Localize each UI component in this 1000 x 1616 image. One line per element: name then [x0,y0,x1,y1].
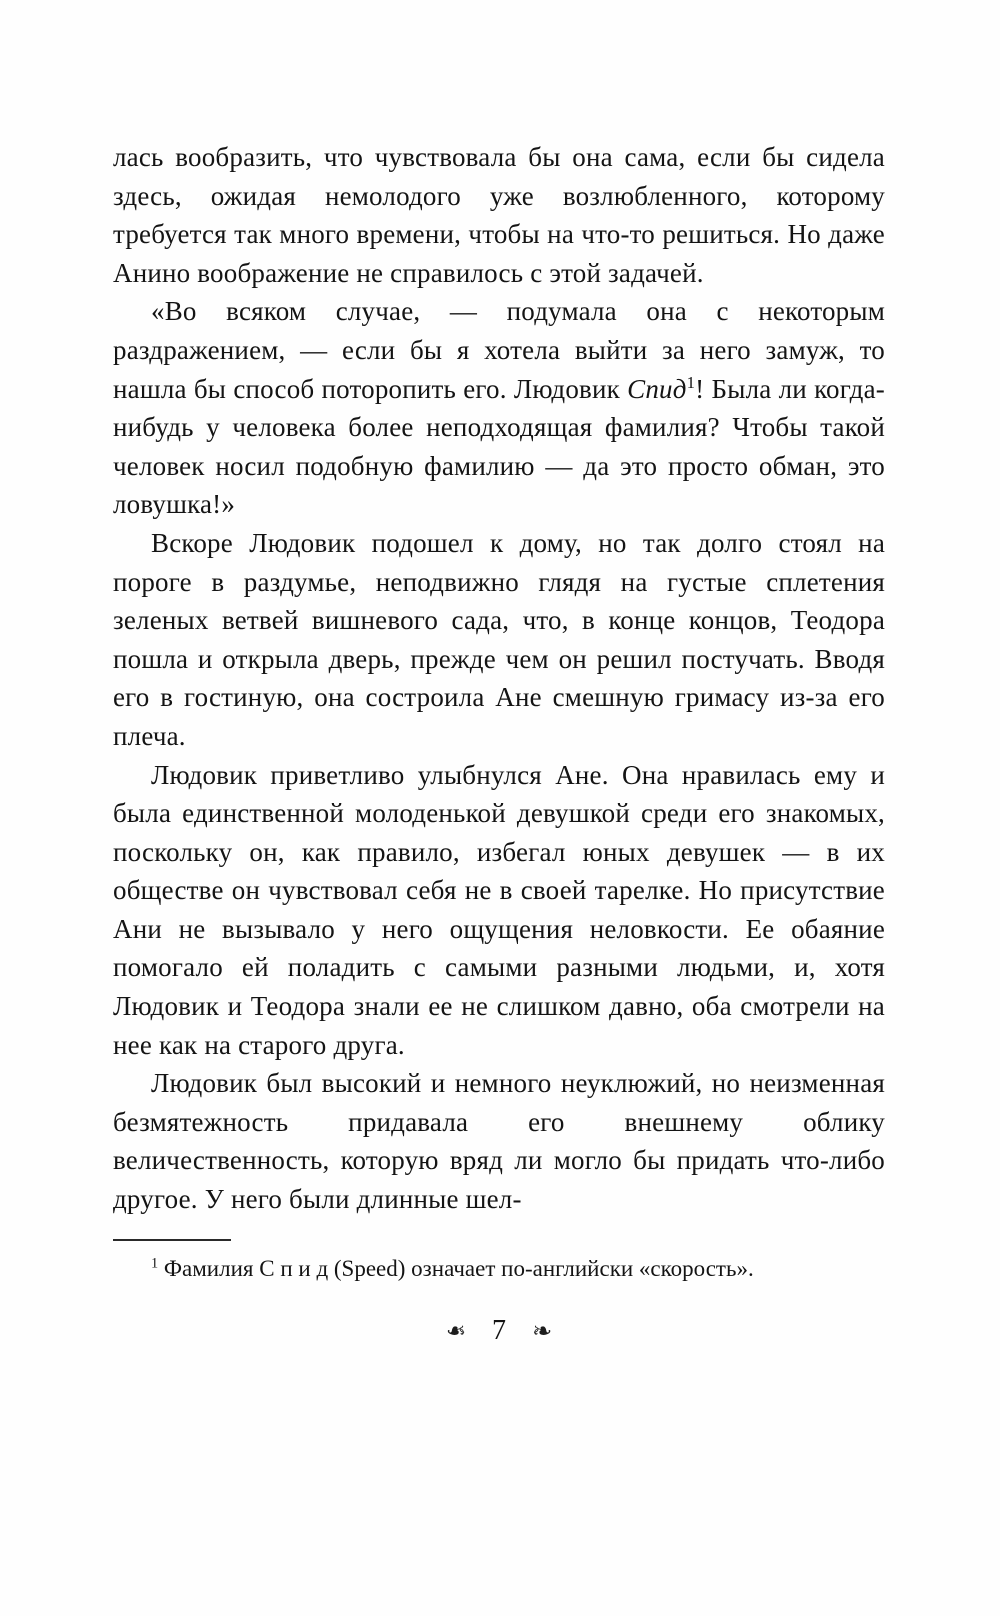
footnote-ref: 1 [151,1254,159,1271]
footnote-ref: 1 [686,372,696,392]
text-run: ! Была ли когда-нибудь у человека более неподходящая фамилия? Чтобы такой человек носил подобную фамилию — да это просто обман, это ловушка!» [113,373,885,520]
page-number: 7 [492,1314,506,1346]
text-run: Фамилия С п и д (Speed) означает по-английски «скорость». [158,1255,754,1281]
paragraph [113,1064,885,1218]
body-text [113,138,885,1219]
footnote-text [151,1256,754,1281]
paragraph [113,756,885,1065]
page-footer [113,1315,885,1347]
footnote [113,1253,885,1285]
paragraph [113,138,885,292]
text-run: лась вообразить, что чувствовала бы она сама, если бы сидела здесь, ожидая немолодого уже возлюбленного, которому требуется так много времени, чтобы на что-то решиться. Но даже Анино воображение не справилось с этой задачей. [113,142,885,288]
text-run: Людовик был высокий и немного неуклюжий, но неизменная безмятежность придавала его внешнему облику величественность, которую вряд ли могло бы придать что-либо другое. У него были длинные шел- [113,1068,885,1215]
footnote-separator [113,1239,231,1241]
italic-text: Спид [627,373,687,404]
fleuron-left-icon: ❧ [445,1316,466,1345]
text-run: «Во всяком случае, — подумала она с некоторым раздражением, — если бы я хотела выйти за него замуж, то нашла бы способ поторопить его. Людовик [113,296,885,404]
paragraph [113,524,885,756]
text-run: Вскоре Людовик подошел к дому, но так долго стоял на пороге в раздумье, неподвижно глядя на густые сплетения зеленых ветвей вишневого сада, что, в конце концов, Теодора пошла и открыла дверь, прежде чем он решил постучать. Вводя его в гостиную, она состроила Ане смешную гримасу из-за его плеча. [113,527,885,751]
fleuron-right-icon: ❧ [532,1316,553,1345]
paragraph [113,292,885,524]
text-run: Людовик приветливо улыбнулся Ане. Она нравилась ему и была единственной молоденькой девушкой среди его знакомых, поскольку он, как правило, избегал юных девушек — в их обществе он чувствовал себя не в своей тарелке. Но присутствие Ани не вызывало у него ощущения неловкости. Ее обаяние помогало ей поладить с самыми разными людьми, и, хотя Людовик и Теодора знали ее не слишком давно, оба смотрели на нее как на старого друга. [113,759,885,1060]
